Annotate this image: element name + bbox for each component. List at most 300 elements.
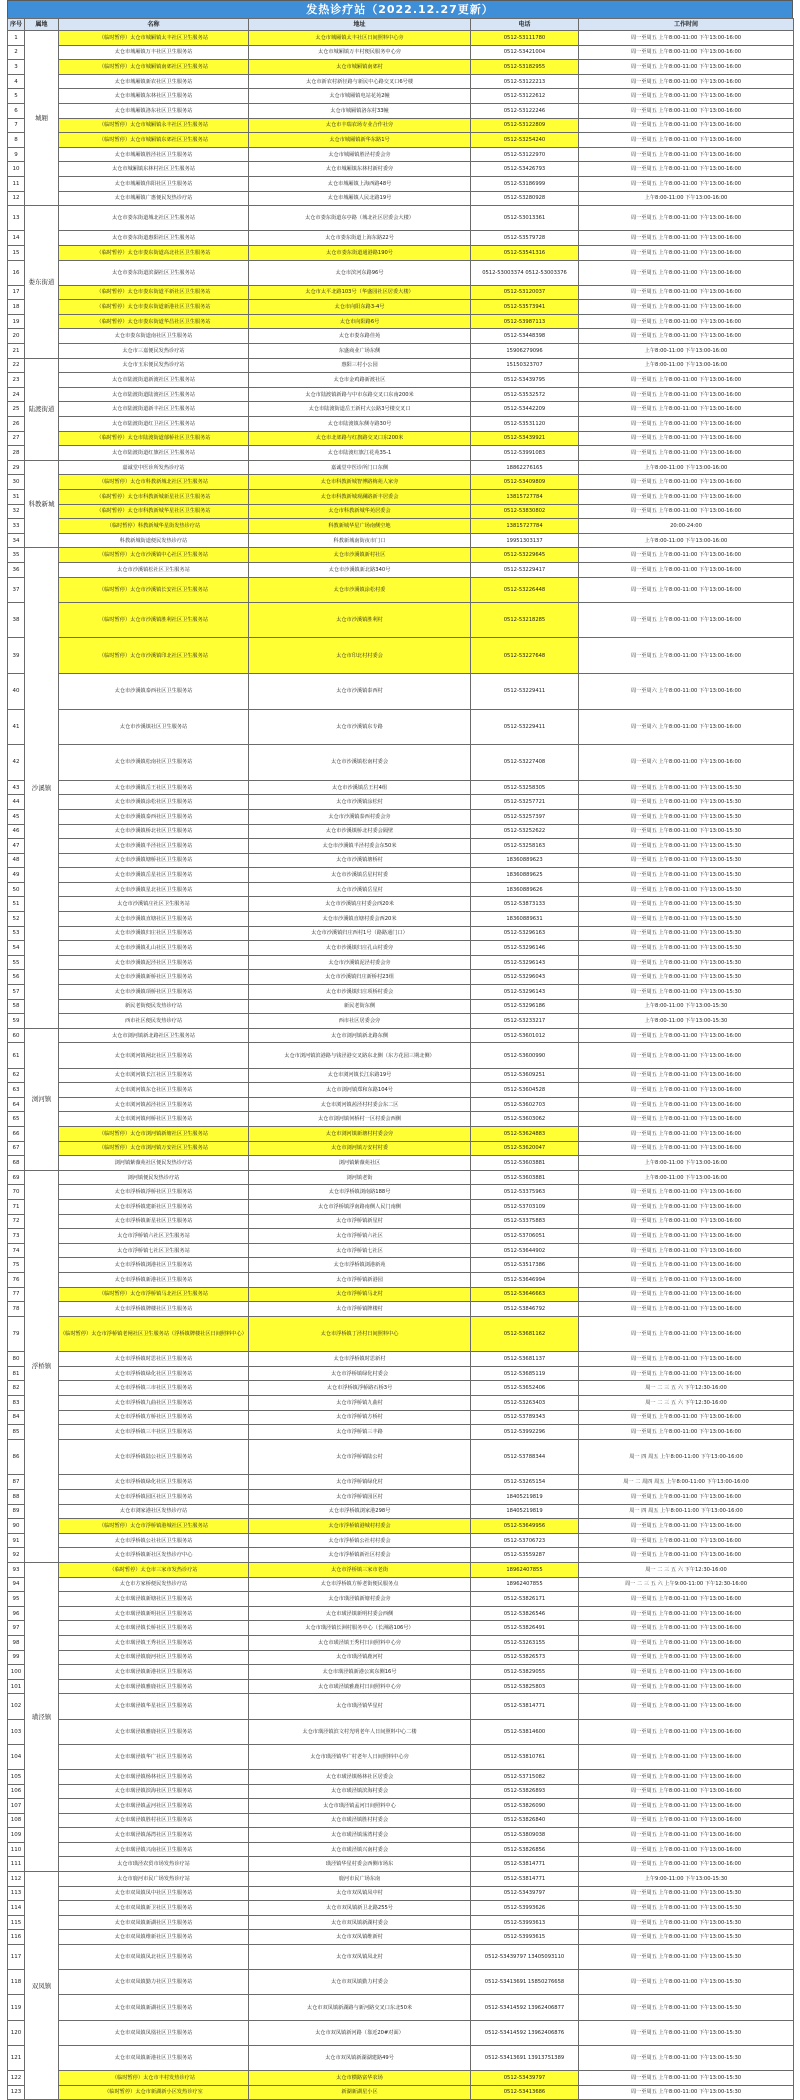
table-row <box>8 602 794 638</box>
clinic-address: 太仓市北郊路与红旗路交叉口东200米 <box>249 431 471 446</box>
clinic-hours: 周一至周五 上午8:00-11:00 下午13:00-16:00 <box>579 1199 794 1214</box>
clinic-phone: 0512-53646994 <box>471 1272 579 1287</box>
table-row <box>8 2085 794 2100</box>
table-row <box>8 955 794 970</box>
row-number: 75 <box>8 1258 25 1273</box>
clinic-phone: 0512-53439795 <box>471 373 579 388</box>
table-row <box>8 1872 794 1887</box>
table-row <box>8 1316 794 1352</box>
row-number: 34 <box>8 533 25 548</box>
clinic-name: 太仓市鹿河市民广场发热诊疗站 <box>59 1872 249 1887</box>
row-number: 73 <box>8 1229 25 1244</box>
clinic-address: 太仓市浮桥镇公社村村委会 <box>249 1533 471 1548</box>
table-row <box>8 1229 794 1244</box>
table-row <box>8 839 794 854</box>
clinic-address: 太仓市陆渡街道岳王新村大公路3号楼交叉口 <box>249 402 471 417</box>
clinic-name: 太仓市双凤镇维新社区卫生服务站 <box>59 1930 249 1945</box>
clinic-phone: 0512-53226448 <box>471 577 579 602</box>
row-number: 123 <box>8 2085 25 2100</box>
row-number: 114 <box>8 1901 25 1916</box>
clinic-address: 太仓市双凤镇新湖路与新河路交叉口东北50米 <box>249 1995 471 2020</box>
clinic-address: 太仓市沙溪镇半泾村委会东50米 <box>249 839 471 854</box>
clinic-hours: 周一至周五 上午8:00-11:00 下午13:00-16:00 <box>579 417 794 432</box>
clinic-name: 太仓市璜泾镇鹿河社区卫生服务站 <box>59 1650 249 1665</box>
table-row <box>8 824 794 839</box>
clinic-hours: 周一至周五 上午8:00-11:00 下午13:00-16:00 <box>579 1665 794 1680</box>
table-row <box>8 1014 794 1029</box>
table-row <box>8 745 794 781</box>
row-number: 46 <box>8 824 25 839</box>
table-row <box>8 1592 794 1607</box>
clinic-address: 太仓市沙溪镇涂松村委 <box>249 577 471 602</box>
row-number: 80 <box>8 1352 25 1367</box>
table-row <box>8 417 794 432</box>
row-number: 26 <box>8 417 25 432</box>
clinic-name: 太仓市璜泾镇雅鹿社区卫生服务站 <box>59 1719 249 1744</box>
clinic-hours: 周一 二 三 五 六 上午9:00-11:00 下午12:30-16:00 <box>579 1577 794 1592</box>
clinic-phone: 0512-53993615 <box>471 1930 579 1945</box>
clinic-phone: 0512-53826840 <box>471 1813 579 1828</box>
row-number: 40 <box>8 673 25 709</box>
clinic-hours: 周一至周六 上午8:00-11:00 下午13:00-16:00 <box>579 709 794 745</box>
table-row <box>8 1396 794 1411</box>
clinic-name: 太仓市浮桥镇三丰社区卫生服务站 <box>59 1425 249 1440</box>
clinic-hours: 周一至周五 上午8:00-11:00 下午13:00-15:30 <box>579 1915 794 1930</box>
clinic-address: 太仓市沙溪镇新村社区 <box>249 548 471 563</box>
table-row <box>8 1813 794 1828</box>
clinic-hours: 周一至周五 上午8:00-11:00 下午13:00-16:00 <box>579 1719 794 1744</box>
clinic-name: 新民老街便民发热诊疗站 <box>59 999 249 1014</box>
clinic-address: 太仓市沙溪镇塘桥村 <box>249 853 471 868</box>
clinic-hours: 周一至周五 上午8:00-11:00 下午13:00-16:00 <box>579 1097 794 1112</box>
clinic-phone: 0512-53409809 <box>471 475 579 490</box>
clinic-name: 太仓市璜泾镇滨海社区卫生服务站 <box>59 1784 249 1799</box>
clinic-phone: 0512-53846792 <box>471 1302 579 1317</box>
clinic-hours: 周一至周五 上午8:00-11:00 下午13:00-16:00 <box>579 1828 794 1843</box>
row-number: 118 <box>8 1970 25 1995</box>
row-number: 98 <box>8 1635 25 1650</box>
clinic-address: 太仓市浏河镇郑和东路104号 <box>249 1083 471 1098</box>
row-number: 57 <box>8 985 25 1000</box>
table-row <box>8 1533 794 1548</box>
clinic-name: 太仓市沙溪镇岳王社区卫生服务站 <box>59 780 249 795</box>
table-row <box>8 1068 794 1083</box>
clinic-phone: 0512-53122970 <box>471 147 579 162</box>
clinic-phone: 0512-53809038 <box>471 1828 579 1843</box>
clinic-hours: 周一至周五 上午8:00-11:00 下午13:00-16:00 <box>579 1316 794 1352</box>
clinic-phone: 0512-53375883 <box>471 1214 579 1229</box>
table-row <box>8 2070 794 2085</box>
row-number: 77 <box>8 1287 25 1302</box>
row-number: 12 <box>8 191 25 206</box>
clinic-hours: 周一至周五 上午8:00-11:00 下午13:00-16:00 <box>579 206 794 231</box>
row-number: 42 <box>8 745 25 781</box>
clinic-hours: 周一至周五 上午8:00-11:00 下午13:00-16:00 <box>579 475 794 490</box>
clinic-hours: 周一至周五 上午8:00-11:00 下午13:00-15:30 <box>579 2020 794 2045</box>
clinic-address: 太仓市浮桥镇浮桥路石桥3号 <box>249 1381 471 1396</box>
table-row <box>8 1621 794 1636</box>
clinic-hours: 周一至周五 上午8:00-11:00 下午13:00-16:00 <box>579 133 794 148</box>
clinic-phone: 0512-53873133 <box>471 897 579 912</box>
row-number: 28 <box>8 446 25 461</box>
clinic-address: 太仓市璜泾镇新港公寓东侧16号 <box>249 1665 471 1680</box>
clinic-phone: 0512-53421004 <box>471 45 579 60</box>
clinic-hours: 周一至周五 上午8:00-11:00 下午13:00-16:00 <box>579 1083 794 1098</box>
clinic-hours: 周一至周五 上午8:00-11:00 下午13:00-15:30 <box>579 1901 794 1916</box>
row-number: 65 <box>8 1112 25 1127</box>
clinic-name: 太仓市浮桥镇新星社区卫生服务站 <box>59 1214 249 1229</box>
clinic-name: 太仓市双凤镇新湖社区卫生服务站 <box>59 1915 249 1930</box>
clinic-phone: 18962407855 <box>471 1577 579 1592</box>
table-row <box>8 475 794 490</box>
header-seq: 序号 <box>8 19 25 31</box>
clinic-hours: 周一至周五 上午8:00-11:00 下午13:00-15:30 <box>579 853 794 868</box>
row-number: 55 <box>8 955 25 970</box>
table-row <box>8 1995 794 2020</box>
table-row <box>8 882 794 897</box>
table-row <box>8 2020 794 2045</box>
clinic-hours: 周一至周五 上午8:00-11:00 下午13:00-16:00 <box>579 1606 794 1621</box>
clinic-hours: 周一至周五 上午8:00-11:00 下午13:00-15:30 <box>579 2045 794 2070</box>
clinic-hours: 周一至周五 上午8:00-11:00 下午13:00-16:00 <box>579 1028 794 1043</box>
clinic-name: 太仓市沙溪镇松社区卫生服务站 <box>59 562 249 577</box>
clinic-address: 太仓市沙溪镇涂松村 <box>249 795 471 810</box>
row-number: 93 <box>8 1563 25 1578</box>
clinic-address: 太仓市沙溪镇新北路340号 <box>249 562 471 577</box>
row-number: 112 <box>8 1872 25 1887</box>
clinic-phone: 0512-53829055 <box>471 1665 579 1680</box>
clinic-name: 太仓市玉东便民发热诊疗站 <box>59 358 249 373</box>
clinic-name: 太仓市璜泾镇孟河社区卫生服务站 <box>59 1799 249 1814</box>
clinic-phone: 0512-53280928 <box>471 191 579 206</box>
clinic-name: 太仓市娄东街道滨湖社区卫生服务站 <box>59 260 249 285</box>
clinic-address: 太仓市璜泾镇孟河日间照料中心 <box>249 1799 471 1814</box>
row-number: 18 <box>8 300 25 315</box>
clinic-address: 太仓市浏河镇茜泾村村委会东二区 <box>249 1097 471 1112</box>
clinic-name: 太仓市璜泾镇华星社区卫生服务站 <box>59 1694 249 1719</box>
clinic-phone: 0512-53826090 <box>471 1799 579 1814</box>
clinic-hours: 周一至周五 上午8:00-11:00 下午13:00-16:00 <box>579 562 794 577</box>
clinic-hours: 周一 二 三 五 六 下午12:30-16:00 <box>579 1381 794 1396</box>
clinic-address: 太仓市双凤镇新河路（靠近20#对面） <box>249 2020 471 2045</box>
row-number: 49 <box>8 868 25 883</box>
clinic-hours: 周一至周五 上午8:00-11:00 下午13:00-15:30 <box>579 1930 794 1945</box>
header-name: 名称 <box>59 19 249 31</box>
clinic-name: 太仓市沙溪镇泥泾社区卫生服务站 <box>59 955 249 970</box>
clinic-phone: 13815727784 <box>471 490 579 505</box>
clinic-hours: 周一 二 周四 周五 上午8:00-11:00 下午13:00-16:00 <box>579 1475 794 1490</box>
clinic-name: 太仓市沙溪镇松南社区卫生服务站 <box>59 745 249 781</box>
clinic-address: 太仓市城厢镇胜泾村委会旁 <box>249 147 471 162</box>
clinic-hours: 周一至周五 上午8:00-11:00 下午13:00-15:30 <box>579 955 794 970</box>
clinic-address: 太仓市璜泾镇新明村委会西侧 <box>249 1606 471 1621</box>
clinic-name: 太仓市沙溪镇泰西社区卫生服务站 <box>59 673 249 709</box>
clinic-address: 太仓市双凤镇新湖湖建路49号 <box>249 2045 471 2070</box>
row-number: 66 <box>8 1126 25 1141</box>
clinic-name: （临时暂停）太仓市城厢镇东郊社区卫生服务站 <box>59 133 249 148</box>
clinic-address: 太仓市娄东街道上海东路22号 <box>249 231 471 246</box>
clinic-phone: 0512-53296143 <box>471 955 579 970</box>
clinic-hours: 周一至周五 上午8:00-11:00 下午13:00-16:00 <box>579 1068 794 1083</box>
clinic-hours: 周一至周五 上午8:00-11:00 下午13:00-15:30 <box>579 1886 794 1901</box>
clinic-address: 太仓市城厢镇上海西路48号 <box>249 176 471 191</box>
row-number: 91 <box>8 1533 25 1548</box>
clinic-address: 太仓市璜泾镇兴南村委会 <box>249 1842 471 1857</box>
clinic-phone: 0512-53252622 <box>471 824 579 839</box>
clinic-phone: 0512-53603881 <box>471 1156 579 1171</box>
row-number: 47 <box>8 839 25 854</box>
clinic-address: 太仓市璜泾镇鹿河村 <box>249 1650 471 1665</box>
row-number: 59 <box>8 1014 25 1029</box>
clinic-hours: 周一 四 周五 上午8:00-11:00 下午13:00-16:00 <box>579 1504 794 1519</box>
clinic-name: 太仓市浏河镇何桥社区卫生服务站 <box>59 1112 249 1127</box>
clinic-hours: 上午8:00-11:00 下午13:00-15:30 <box>579 1014 794 1029</box>
clinic-hours: 周一至周五 上午8:00-11:00 下午13:00-16:00 <box>579 1272 794 1287</box>
clinic-hours: 周一至周五 上午8:00-11:00 下午13:00-16:00 <box>579 1043 794 1068</box>
table-row <box>8 387 794 402</box>
clinic-hours: 周一至周五 上午8:00-11:00 下午13:00-15:30 <box>579 970 794 985</box>
clinic-address: 太仓市璜泾镇滨海村委会 <box>249 1784 471 1799</box>
clinic-address: 太仓市浮桥镇时思新村 <box>249 1352 471 1367</box>
clinic-phone: 0512-53122246 <box>471 103 579 118</box>
row-number: 82 <box>8 1381 25 1396</box>
clinic-address: 惠阳三村小公园 <box>249 358 471 373</box>
clinic-hours: 周一至周五 上午8:00-11:00 下午13:00-15:30 <box>579 1995 794 2020</box>
clinic-hours: 周一至周五 上午8:00-11:00 下午13:00-16:00 <box>579 31 794 46</box>
clinic-name: 太仓市浮桥镇三市社区卫生服务站 <box>59 1381 249 1396</box>
clinic-name: 太仓市璜泾镇华广社区卫生服务站 <box>59 1744 249 1769</box>
clinic-hours: 周一 二 三 五 六 下午12:30-16:00 <box>579 1563 794 1578</box>
row-number: 41 <box>8 709 25 745</box>
clinic-address: 太仓市沙溪镇直塘村委会西20米 <box>249 912 471 927</box>
clinic-name: 太仓市浏河镇新北路社区卫生服务站 <box>59 1028 249 1043</box>
area-cell: 浮桥镇 <box>25 1170 59 1562</box>
table-row <box>8 446 794 461</box>
clinic-address: 太仓市娄东街道通港路190号 <box>249 245 471 260</box>
row-number: 19 <box>8 314 25 329</box>
table-row <box>8 45 794 60</box>
clinic-address: 太仓市浮桥镇牌楼村 <box>249 1302 471 1317</box>
clinic-hours: 上午9:00-11:00 下午13:00-15:30 <box>579 1872 794 1887</box>
clinic-address: 太仓市城厢镇南郊村 <box>249 60 471 75</box>
clinic-hours: 周一至周五 上午8:00-11:00 下午13:00-15:30 <box>579 941 794 956</box>
clinic-hours: 周一至周五 上午8:00-11:00 下午13:00-16:00 <box>579 118 794 133</box>
clinic-phone: 0512-53810761 <box>471 1744 579 1769</box>
clinic-hours: 周一至周五 上午8:00-11:00 下午13:00-16:00 <box>579 1366 794 1381</box>
clinic-name: 太仓市双凤镇新卫社区卫生服务站 <box>59 1901 249 1916</box>
table-row <box>8 1901 794 1916</box>
row-number: 51 <box>8 897 25 912</box>
clinic-phone: 0512-53620047 <box>471 1141 579 1156</box>
clinic-name: 太仓市浏河镇闸北社区卫生服务站 <box>59 1043 249 1068</box>
clinic-hours: 周一至周五 上午8:00-11:00 下午13:00-16:00 <box>579 373 794 388</box>
clinic-name: 太仓市娄东街道城北社区卫生服务站 <box>59 206 249 231</box>
row-number: 16 <box>8 260 25 285</box>
clinic-name: 太仓市璜泾镇新塘社区卫生服务站 <box>59 1592 249 1607</box>
table-row <box>8 1243 794 1258</box>
clinic-address: 太仓市浮桥镇浮南路南侧人民门南侧 <box>249 1199 471 1214</box>
row-number: 36 <box>8 562 25 577</box>
table-row <box>8 577 794 602</box>
table-row <box>8 89 794 104</box>
table-row <box>8 1635 794 1650</box>
clinic-name: （临时暂停）太仓市陆渡街道郁桥社区卫生服务站 <box>59 431 249 446</box>
clinic-hours: 周一至周五 上午8:00-11:00 下午13:00-16:00 <box>579 147 794 162</box>
clinic-address: 太仓市浮桥镇园区村 <box>249 1490 471 1505</box>
clinic-address: 太仓市浮桥镇浏南路188号 <box>249 1185 471 1200</box>
clinic-phone: 0512-53257397 <box>471 809 579 824</box>
clinic-hours: 上午8:00-11:00 下午13:00-15:30 <box>579 999 794 1014</box>
row-number: 86 <box>8 1439 25 1475</box>
clinic-name: 太仓市陆渡街道新丰社区卫生服务站 <box>59 402 249 417</box>
row-number: 6 <box>8 103 25 118</box>
row-number: 60 <box>8 1028 25 1043</box>
clinic-address: 太仓市浮桥镇新港园 <box>249 1272 471 1287</box>
clinic-address: 浏河镇老街 <box>249 1170 471 1185</box>
clinic-address: 太仓市沙溪镇归庄项桥村委会 <box>249 985 471 1000</box>
clinic-name: （临时暂停）太仓市沙溪镇中心社区卫生服务站 <box>59 548 249 563</box>
clinic-name: 太仓市城厢镇胜泾社区卫生服务站 <box>59 147 249 162</box>
clinic-hours: 周一至周五 上午8:00-11:00 下午13:00-16:00 <box>579 1243 794 1258</box>
clinic-phone: 0512-53993626 <box>471 1901 579 1916</box>
clinic-address: 科教新城华星广场南侧空地 <box>249 519 471 534</box>
clinic-name: 太仓市璜泾镇荡湾社区卫生服务站 <box>59 1828 249 1843</box>
row-number: 119 <box>8 1995 25 2020</box>
clinic-name: 浏河镇紫薇苑社区便民发热诊疗站 <box>59 1156 249 1171</box>
clinic-name: 太仓市娄东街道南社区卫生服务站 <box>59 329 249 344</box>
clinic-address: 太仓市科教新城华苑居委会 <box>249 504 471 519</box>
clinic-hours: 周一至周五 上午8:00-11:00 下午13:00-15:30 <box>579 1970 794 1995</box>
clinic-phone: 0512-53257721 <box>471 795 579 810</box>
area-cell: 科教新城 <box>25 460 59 548</box>
row-number: 106 <box>8 1784 25 1799</box>
clinic-address: 太仓市金鸡路新渡社区 <box>249 373 471 388</box>
clinic-address: 太仓市浮桥镇七社区 <box>249 1243 471 1258</box>
table-row <box>8 638 794 674</box>
clinic-address: 太仓市沙溪镇庄村委会西20米 <box>249 897 471 912</box>
row-number: 95 <box>8 1592 25 1607</box>
clinic-phone: 0512-53681137 <box>471 1352 579 1367</box>
row-number: 54 <box>8 941 25 956</box>
clinic-name: 太仓市璜泾镇杨林社区卫生服务站 <box>59 1769 249 1784</box>
clinic-phone: 0512-53541316 <box>471 245 579 260</box>
clinic-phone: 0512-53296146 <box>471 941 579 956</box>
clinic-hours: 周一至周五 上午8:00-11:00 下午13:00-15:30 <box>579 2085 794 2100</box>
clinic-phone: 0512-53624883 <box>471 1126 579 1141</box>
table-row <box>8 373 794 388</box>
clinic-phone: 0512-53559287 <box>471 1548 579 1563</box>
table-row <box>8 1857 794 1872</box>
clinic-address: 太仓市浮桥镇九曲村 <box>249 1396 471 1411</box>
clinic-phone: 0512-53227408 <box>471 745 579 781</box>
table-row <box>8 780 794 795</box>
clinic-hours: 周一至周五 上午8:00-11:00 下午13:00-15:30 <box>579 868 794 883</box>
clinic-name: 太仓市双凤镇勤力社区卫生服务站 <box>59 1970 249 1995</box>
table-row <box>8 1694 794 1719</box>
clinic-phone: 0512-53681162 <box>471 1316 579 1352</box>
row-number: 70 <box>8 1185 25 1200</box>
clinic-hours: 上午8:00-11:00 下午13:00-16:00 <box>579 533 794 548</box>
clinic-name: （临时暂停）太仓市浏河镇万安社区卫生服务站 <box>59 1141 249 1156</box>
clinic-phone: 0512-53120037 <box>471 285 579 300</box>
clinic-phone: 0512-53013361 <box>471 206 579 231</box>
clinic-hours: 上午8:00-11:00 下午13:00-16:00 <box>579 344 794 359</box>
clinic-hours: 周一至周五 上午8:00-11:00 下午13:00-16:00 <box>579 1533 794 1548</box>
clinic-hours: 周一至周五 上午8:00-11:00 下午13:00-16:00 <box>579 638 794 674</box>
clinic-phone: 18862276165 <box>471 460 579 475</box>
clinic-address: 太仓市浮桥镇六社区 <box>249 1229 471 1244</box>
table-row <box>8 1606 794 1621</box>
clinic-address: 太仓市横路富华农场 <box>249 2070 471 2085</box>
clinic-address: 太仓市沙溪镇泰西村 <box>249 673 471 709</box>
row-number: 11 <box>8 176 25 191</box>
clinic-name: 太仓市沙溪镇新桥社区卫生服务站 <box>59 970 249 985</box>
clinic-phone: 0512-53439797 13405093110 <box>471 1945 579 1970</box>
clinic-phone: 0512-53826491 <box>471 1621 579 1636</box>
clinic-hours: 周一至周五 上午8:00-11:00 下午13:00-15:30 <box>579 882 794 897</box>
clinic-name: 太仓市浏河镇东仓社区卫生服务站 <box>59 1083 249 1098</box>
clinic-address: 太仓市沙溪镇岳星村村委 <box>249 868 471 883</box>
table-row <box>8 245 794 260</box>
clinic-address: 太仓市双凤镇凤北村 <box>249 1945 471 1970</box>
clinic-phone: 18405219819 <box>471 1490 579 1505</box>
clinic-address: 太仓市浮桥镇浏港新苑 <box>249 1258 471 1273</box>
row-number: 120 <box>8 2020 25 2045</box>
clinic-address: 太仓市浮桥镇新星村 <box>249 1214 471 1229</box>
clinic-phone: 0512-53603881 <box>471 1170 579 1185</box>
row-number: 17 <box>8 285 25 300</box>
clinic-name: 太仓市浮桥镇建新社区卫生服务站 <box>59 1199 249 1214</box>
table-row <box>8 897 794 912</box>
row-number: 15 <box>8 245 25 260</box>
clinic-address: 太仓市浮桥镇陆公村 <box>249 1439 471 1475</box>
table-row <box>8 1784 794 1799</box>
clinic-phone: 0512-53227648 <box>471 638 579 674</box>
table-row <box>8 191 794 206</box>
clinic-hours: 周一至周五 上午8:00-11:00 下午13:00-16:00 <box>579 402 794 417</box>
clinic-phone: 0512-53414592 13962406876 <box>471 2020 579 2045</box>
row-number: 111 <box>8 1857 25 1872</box>
table-row <box>8 1410 794 1425</box>
clinic-address: 太仓市太平北路103号（华盛园社区居委大楼） <box>249 285 471 300</box>
clinic-name: 太仓市璜泾镇新港社区卫生服务站 <box>59 1665 249 1680</box>
table-row <box>8 344 794 359</box>
row-number: 113 <box>8 1886 25 1901</box>
table-row <box>8 358 794 373</box>
clinic-phone: 0512-53218285 <box>471 602 579 638</box>
clinic-address: 太仓市璜泾镇滨文村光明老年人日间照料中心二楼 <box>249 1719 471 1744</box>
clinic-address: 太仓市沙溪镇归庄新桥村23组 <box>249 970 471 985</box>
row-number: 25 <box>8 402 25 417</box>
clinic-address: 太仓市沙溪镇泰西村委会旁 <box>249 809 471 824</box>
table-row <box>8 853 794 868</box>
clinic-name: （临时暂停）太仓市城厢镇永丰社区卫生服务站 <box>59 118 249 133</box>
clinic-hours: 周一至周五 上午8:00-11:00 下午13:00-16:00 <box>579 1229 794 1244</box>
clinic-phone: 0512-53602703 <box>471 1097 579 1112</box>
table-row <box>8 1258 794 1273</box>
table-row <box>8 1577 794 1592</box>
table-row <box>8 1842 794 1857</box>
clinic-address: 太仓市浏河镇万安村村委 <box>249 1141 471 1156</box>
table-row <box>8 1915 794 1930</box>
clinic-name: （临时暂停）太仓市娄东街道平新社区卫生服务站 <box>59 285 249 300</box>
row-number: 37 <box>8 577 25 602</box>
table-row <box>8 504 794 519</box>
row-number: 105 <box>8 1769 25 1784</box>
clinic-phone: 0512-53182955 <box>471 60 579 75</box>
row-number: 24 <box>8 387 25 402</box>
clinic-address: 太仓市城厢镇人民北路19号 <box>249 191 471 206</box>
